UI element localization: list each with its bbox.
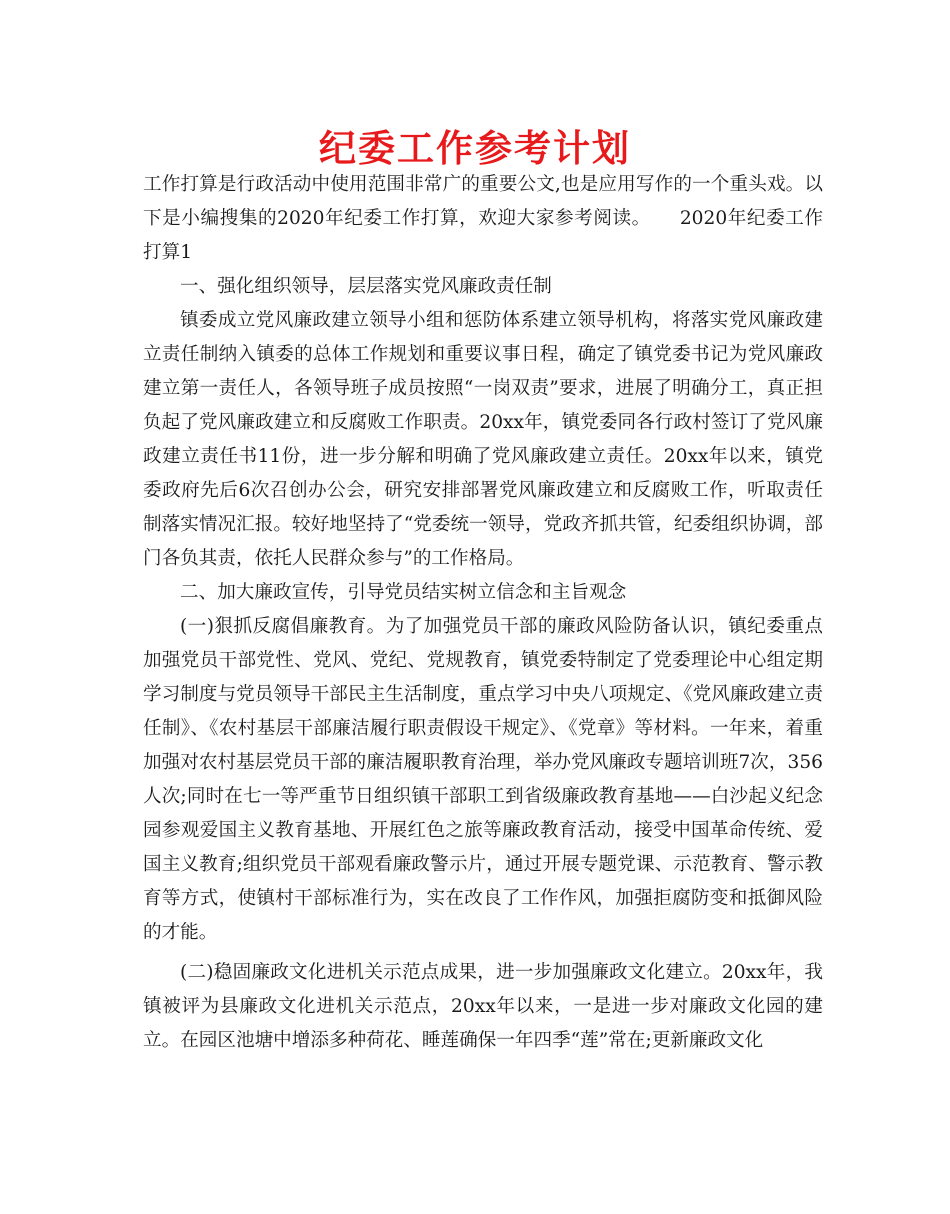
document-body: [143, 168, 823, 1058]
intro-paragraph: 工作打算是行政活动中使用范围非常广的重要公文,也是应用写作的一个重头戏。以下是小编搜集的2020年纪委工作打算，欢迎大家参考阅读。 2020年纪委工作打算1: [143, 174, 823, 263]
body-paragraph-1: 镇委成立党风廉政建立领导小组和惩防体系建立领导机构，将落实党风廉政建立责任制纳入镇委的总体工作规划和重要议事日程，确定了镇党委书记为党风廉政建立第一责任人，各领导班子成员按照“一岗双责”要求，进展了明确分工，真正担负起了党风廉政建立和反腐败工作职责。20xx年，镇党委同各行政村签订了党风廉政建立责任书11份，进一步分解和明确了党风廉政建立责任。20xx年以来，镇党委政府先后6次召创办公会，研究安排部署党风廉政建立和反腐败工作，听取责任制落实情况汇报。较好地坚持了“党委统一领导，党政齐抓共管，纪委组织协调，部门各负其责，依托人民群众参与”的工作格局。: [143, 310, 823, 569]
body-paragraph-3: (二)稳固廉政文化进机关示范点成果，进一步加强廉政文化建立。20xx年，我镇被评为县廉政文化进机关示范点，20xx年以来，一是进一步对廉政文化园的建立。在园区池塘中增添多种荷花、睡莲确保一年四季“莲”常在;更新廉政文化: [143, 962, 823, 1051]
document-title: 纪委工作参考计划: [319, 127, 631, 170]
body-paragraph-2: (一)狠抓反腐倡廉教育。为了加强党员干部的廉政风险防备认识，镇纪委重点加强党员干部党性、党风、党纪、党规教育，镇党委特制定了党委理论中心组定期学习制度与党员领导干部民主生活制度，重点学习中央八项规定、《党风廉政建立责任制》、《农村基层干部廉洁履行职责假设干规定》、《党章》等材料。一年来，着重加强对农村基层党员干部的廉洁履职教育治理，举办党风廉政专题培训班7次，356人次;同时在七一等严重节日组织镇干部职工到省级廉政教育基地——白沙起义纪念园参观爱国主义教育基地、开展红色之旅等廉政教育活动，接受中国革命传统、爱国主义教育;组织党员干部观看廉政警示片，通过开展专题党课、示范教育、警示教育等方式，使镇村干部标准行为，实在改良了工作作风，加强拒腐防变和抵御风险的才能。: [143, 616, 823, 943]
section-heading-1: 一、强化组织领导，层层落实党风廉政责任制: [180, 276, 552, 297]
section-heading-2: 二、加大廉政宣传，引导党员结实树立信念和主旨观念: [180, 582, 627, 603]
